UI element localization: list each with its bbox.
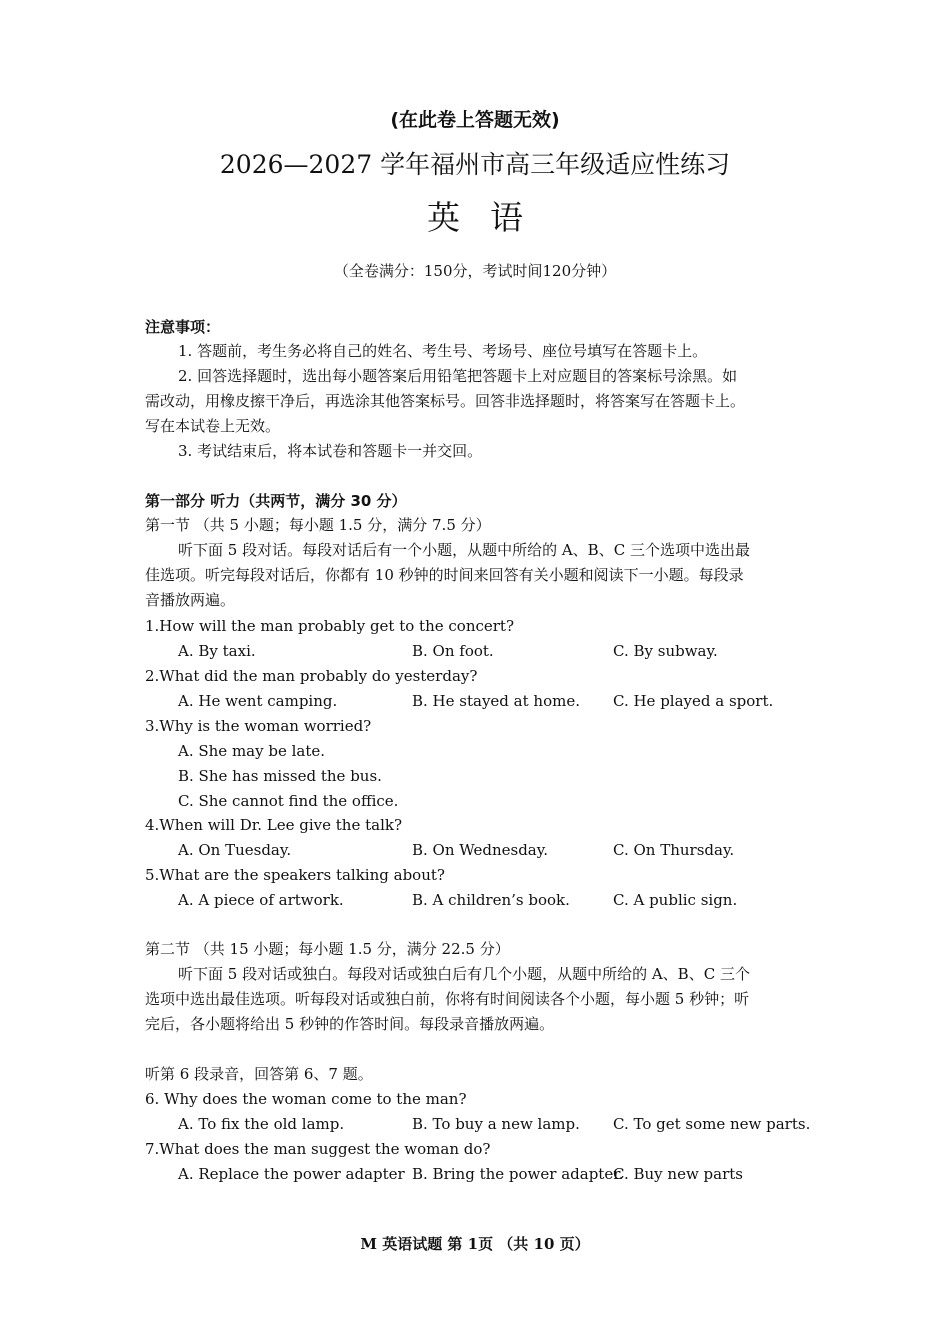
option-c: C. She cannot find the office. — [178, 792, 399, 810]
option-c: C. He played a sport. — [613, 692, 774, 710]
option-b: B. She has missed the bus. — [178, 767, 382, 785]
question-stem: 5.What are the speakers talking about? — [145, 866, 445, 884]
question-stem: 7.What does the man suggest the woman do? — [145, 1140, 491, 1158]
section-directions: 选项中选出最佳选项。听每段对话或独白前，你将有时间阅读各个小题，每小题 5 秒钟；听 — [145, 990, 750, 1008]
section-directions: 音播放两遍。 — [145, 591, 236, 609]
answer-invalid-notice: (在此卷上答题无效) — [390, 109, 560, 131]
section-title: 第一节 （共 5 小题；每小题 1.5 分，满分 7.5 分） — [145, 516, 491, 534]
question-stem: 2.What did the man probably do yesterday? — [145, 667, 478, 685]
instruction-item-2-cont: 写在本试卷上无效。 — [145, 417, 281, 435]
option-c: C. A public sign. — [613, 891, 738, 909]
option-b: B. To buy a new lamp. — [412, 1115, 580, 1133]
instruction-item-2-cont: 需改动，用橡皮擦干净后，再选涂其他答案标号。回答非选择题时，将答案写在答题卡上。 — [145, 392, 746, 410]
option-b: B. On foot. — [412, 642, 494, 660]
instructions-title: 注意事项： — [145, 318, 221, 336]
instruction-item-2: 2. 回答选择题时，选出每小题答案后用铅笔把答题卡上对应题目的答案标号涂黑。如 — [178, 367, 738, 385]
option-a: A. He went camping. — [178, 692, 338, 710]
section-title: 第二节 （共 15 小题；每小题 1.5 分，满分 22.5 分） — [145, 940, 510, 958]
option-a: A. Replace the power adapter — [178, 1165, 405, 1183]
page-footer: M 英语试题 第 1页 （共 10 页） — [360, 1235, 590, 1253]
instruction-item-1: 1. 答题前，考生务必将自己的姓名、考生号、考场号、座位号填写在答题卡上。 — [178, 342, 708, 360]
option-b: B. On Wednesday. — [412, 841, 548, 859]
exam-title: 2026—2027 学年福州市高三年级适应性练习 — [219, 150, 731, 179]
section-directions: 听下面 5 段对话。每段对话后有一个小题，从题中所给的 A、B、C 三个选项中选出最 — [178, 541, 750, 559]
exam-meta: （全卷满分：150分，考试时间120分钟） — [333, 262, 617, 280]
section-directions: 佳选项。听完每段对话后，你都有 10 秒钟的时间来回答有关小题和阅读下一小题。每段录 — [145, 566, 744, 584]
instruction-item-3: 3. 考试结束后，将本试卷和答题卡一并交回。 — [178, 442, 483, 460]
option-a: A. On Tuesday. — [178, 841, 292, 859]
section-directions: 听下面 5 段对话或独白。每段对话或独白后有几个小题，从题中所给的 A、B、C 三个 — [178, 965, 750, 983]
option-a: A. She may be late. — [178, 742, 326, 760]
option-b: B. Bring the power adapter. — [412, 1165, 624, 1183]
question-stem: 4.When will Dr. Lee give the talk? — [145, 816, 403, 834]
section-directions: 完后，各小题将给出 5 秒钟的作答时间。每段录音播放两遍。 — [145, 1015, 555, 1033]
option-a: A. By taxi. — [178, 642, 256, 660]
subject-title: 英语 — [427, 198, 553, 237]
question-stem: 1.How will the man probably get to the concert? — [145, 617, 514, 635]
option-b: B. A children’s book. — [412, 891, 570, 909]
option-c: C. To get some new parts. — [613, 1115, 811, 1133]
option-b: B. He stayed at home. — [412, 692, 580, 710]
part-title: 第一部分 听力（共两节，满分 30 分） — [145, 492, 407, 510]
option-a: A. To fix the old lamp. — [178, 1115, 345, 1133]
option-c: C. By subway. — [613, 642, 718, 660]
option-c: C. Buy new parts — [613, 1165, 743, 1183]
group-intro: 听第 6 段录音，回答第 6、7 题。 — [145, 1065, 373, 1083]
option-a: A. A piece of artwork. — [178, 891, 344, 909]
option-c: C. On Thursday. — [613, 841, 735, 859]
question-stem: 3.Why is the woman worried? — [145, 717, 372, 735]
question-stem: 6. Why does the woman come to the man? — [145, 1090, 467, 1108]
